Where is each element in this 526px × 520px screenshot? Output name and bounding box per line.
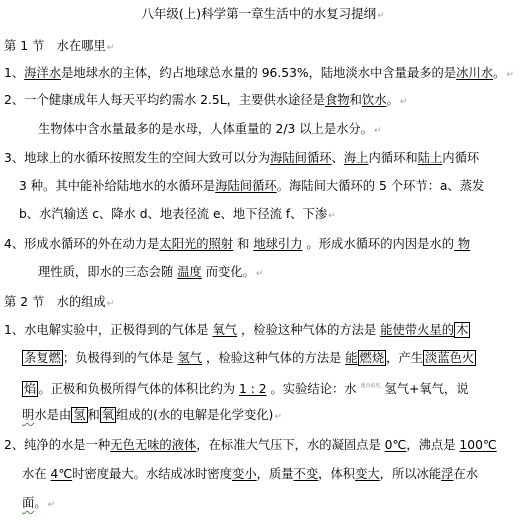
section-2-heading: 第 2 节 水的组成↵ bbox=[4, 295, 115, 309]
s1-line-6: b、水汽输送 c、降水 d、地表径流 e、地下径流 f、下渗↵ bbox=[19, 207, 336, 221]
document-title: 八年级(上)科学第一章生活中的水复习提纲↵ bbox=[141, 6, 385, 21]
s2-line-4: 明水是由 氢 和 氧 组成的(水的电解是化学变化)↵ bbox=[22, 408, 282, 422]
s2-line-5: 2、纯净的水是一种无色无味的液体，在标准大气压下，水的凝固点是 0℃，沸点是 100℃ bbox=[4, 438, 497, 452]
s2-line-1: 1、水电解实验中，正极得到的气体是 氧气 ，检验这种气体的方法是 能使带火星的 木 bbox=[4, 323, 469, 337]
section-1-heading: 第 1 节 水在哪里↵ bbox=[4, 39, 115, 53]
s1-line-3: 生物体中含水量最多的是水母，人体重量的 2/3 以上是水分。↵ bbox=[38, 122, 382, 136]
s1-line-5: 3 种。其中能补给陆地水的水循环是海陆间循环。海陆间大循环的 5 个环节：a、蒸发 bbox=[19, 179, 485, 193]
s2-line-3: 焰 。正极和负极所得气体的体积比约为 1 : 2 。实验结论：水 $^{通直流电}$ 氢气+氧气，说 bbox=[24, 382, 469, 396]
s2-line-2: 条复燃 ；负极得到的气体是 氢气 ，检验这种气体的方法是 能 燃烧 ，产生 淡蓝色火 bbox=[24, 351, 475, 365]
s1-line-2: 2、一个健康成年人每天平均约需水 2.5L，主要供水途径是食物和饮水。↵ bbox=[4, 93, 408, 107]
s2-line-7: 面。↵ bbox=[22, 496, 56, 510]
s1-line-4: 3、地球上的水循环按照发生的空间大致可以分为海陆间循环、海上内循环和陆上内循环 bbox=[4, 151, 480, 165]
s1-line-7: 4、形成水循环的外在动力是太阳光的照射 和 地球引力 。形成水循环的内因是水的 物 bbox=[4, 237, 471, 251]
s1-line-8: 理性质，即水的三态会随 温度 而变化。↵ bbox=[38, 265, 264, 279]
s1-line-1: 1、海洋水是地球水的主体，约占地球总水量的 96.53%，陆地淡水中含量最多的是冰川水。↵ bbox=[4, 66, 514, 80]
s2-line-6: 水在 4℃时密度最大。水结成冰时密度变小，质量不变，体积变大，所以冰能浮在水 bbox=[22, 467, 479, 481]
